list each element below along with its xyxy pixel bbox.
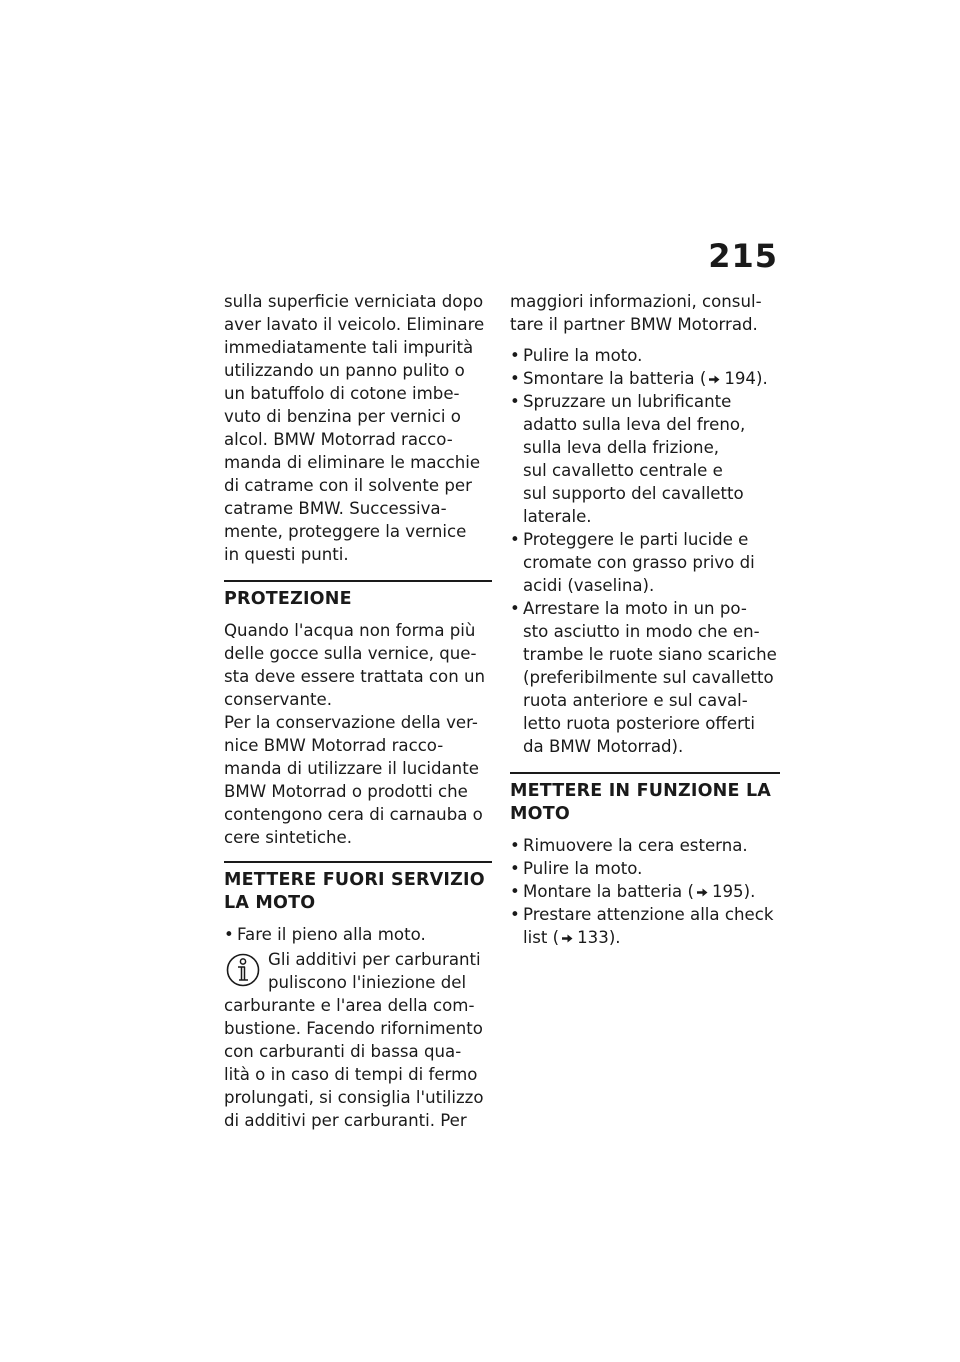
list-item: • Fare il pieno alla moto. bbox=[224, 923, 492, 946]
info-note: Gli additivi per carburanti puliscono l'iniezione del carburante e l'area della com- bustione. Facendo rifornimento con carburanti di bassa qua- lità o in caso di tempi di fermo prolungati, si consiglia l'utilizzo di additivi per carburanti. Per bbox=[224, 950, 484, 1130]
section-title-fuori-servizio: METTERE FUORI SERVIZIO LA MOTO bbox=[224, 870, 485, 913]
list-item: • Proteggere le parti lucide e cromate con grasso privo di acidi (vaselina). bbox=[510, 528, 780, 597]
arrow-right-icon bbox=[562, 934, 573, 943]
info-icon bbox=[226, 952, 260, 988]
protezione-paragraph-1: Quando l'acqua non forma più delle gocce sulla vernice, que- sta deve essere trattata con un conservante. bbox=[224, 621, 486, 709]
right-column bbox=[510, 290, 780, 949]
section-title-in-funzione: METTERE IN FUNZIONE LA MOTO bbox=[510, 781, 772, 824]
continued-paragraph: maggiori informazioni, consul- tare il partner BMW Motorrad. bbox=[510, 292, 762, 334]
page-number: 215 bbox=[708, 237, 778, 275]
list-item: • Pulire la moto. bbox=[510, 344, 780, 367]
fuori-servizio-list bbox=[224, 923, 492, 946]
list-item: • Montare la batteria ( 195). bbox=[510, 880, 780, 903]
protezione-paragraph-2: Per la conservazione della ver- nice BMW Motorrad racco- manda di utilizzare il lucidante BMW Motorrad o prodotti che contengono cera di carnauba o cere sintetiche. bbox=[224, 713, 483, 847]
arrow-right-icon bbox=[697, 888, 708, 897]
left-column bbox=[224, 290, 492, 1132]
list-item: • Arrestare la moto in un po- sto asciutto in modo che en- trambe le ruote siano scariche (preferibilmente sul cavalletto ruota anteriore e sul caval- letto ruota posteriore offerti da BMW Motorrad). bbox=[510, 597, 780, 758]
section-title-protezione: PROTEZIONE bbox=[224, 589, 352, 609]
section-divider bbox=[224, 580, 492, 582]
list-item: • Smontare la batteria ( 194). bbox=[510, 367, 780, 390]
page-reference[interactable]: 195 bbox=[711, 882, 744, 901]
section-divider bbox=[224, 861, 492, 863]
list-item: • Rimuovere la cera esterna. bbox=[510, 834, 780, 857]
in-funzione-list bbox=[510, 834, 780, 949]
arrow-right-icon bbox=[709, 375, 720, 384]
page-reference[interactable]: 194 bbox=[724, 369, 756, 388]
intro-paragraph: sulla superficie verniciata dopo aver lavato il veicolo. Eliminare immediatamente tali impurità utilizzando un panno pulito o un batuffolo di cotone imbe- vuto di benzina per vernici o alcol. BMW Motorrad racco- manda di eliminare le macchie di catrame con il solvente per catrame BMW. Successiva- mente, proteggere la vernice in questi punti. bbox=[224, 292, 485, 564]
list-item: • Spruzzare un lubrificante adatto sulla leva del freno, sulla leva della frizione, sul cavalletto centrale e sul supporto del cavalletto laterale. bbox=[510, 390, 780, 528]
list-item: • Pulire la moto. bbox=[510, 857, 780, 880]
section-divider bbox=[510, 772, 780, 774]
list-item: • Prestare attenzione alla check list ( 133). bbox=[510, 903, 780, 949]
page-reference[interactable]: 133 bbox=[577, 928, 609, 947]
storage-list bbox=[510, 344, 780, 758]
